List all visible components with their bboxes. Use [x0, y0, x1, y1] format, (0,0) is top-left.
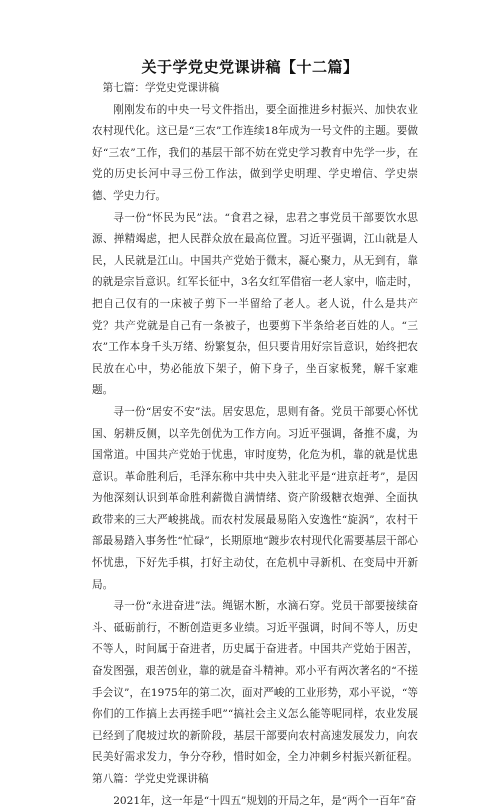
body-paragraph: 寻一份“居安不安”法。居安思危，思则有备。党员干部要心怀忧国、躬耕反侧，以辛先创优为工作方向。习近平强调，备推不虞，为国常道。中国共产党始于忧患，审时度势，化危为机，靠的就是忧患意识。革命胜利后，毛泽东称中共中央入驻北平是“进京赶考”，是因为他深刻认识到革命胜利薪微自满情绪、资产阶级糖衣炮弹、全面执政带来的三大严峻挑战。而农村发展最易陷入安逸性“旋涡”，农村干部最易踏入事务性“忙碌”，长期原地“踱步农村现代化需要基层干部心怀忧患，下好先手棋，打好主动仗，在危机中寻新机、在变局中开新局。: [92, 405, 418, 591]
document-title: 关于学党史党课讲稿【十二篇】: [141, 58, 359, 76]
body-paragraph: 寻一份“永进奋进”法。绳锯木断，水滴石穿。党员干部要接续奋斗、砥砺前行，不断创造更多业绩。习近平强调，时间不等人，历史不等人，时间属于奋进者，历史属于奋进者。中国共产党始于困苦，奋发图强，艰苦创业，靠的就是奋斗精神。邓小平有两次著名的“不搓手会议”，在1975年的第二次，面对严峻的工业形势，邓小平说，“等你们的工作搞上去再搓手吧”“搞社会主义怎么能等呢同样，农业发展已经到了爬坡过坎的新阶段，基层干部要向农村高速发展发力，向农民美好需求发力，争分夺秒，惜时如金，全力冲刺乡村振兴新征程。第八篇：学党史党课讲稿: [92, 600, 418, 785]
section-heading: 第七篇：学党史党课讲稿: [102, 82, 220, 94]
body-paragraph: 2021年，这一年是“十四五”规划的开局之年，是“两个一百年”奋: [113, 794, 417, 807]
body-paragraph: 刚刚发布的中央一号文件指出，要全面推进乡村振兴、加快农业农村现代化。这已是“三农”工作连续18年成为一号文件的主题。要做好“三农”工作，我们的基层干部不妨在党史学习教育中先学一步，在党的历史长河中寻三份工作法，做到学史明理、学史增信、学史崇德、学史力行。: [92, 103, 418, 202]
document-body: [92, 78, 418, 812]
body-paragraph: 寻一份“怀民为民”法。“食君之禄，忠君之事党员干部要饮水思源、掸精竭虑，把人民群众放在最高位置。习近平强调，江山就是人民，人民就是江山。中国共产党始于微末，凝心聚力，从无到有，靠的就是宗旨意识。红军长征中，3名女红军借宿一老人家中，临走时，把自己仅有的一床被子剪下一半留给了老人。老人说，什么是共产党？共产党就是自己有一条被子，也要剪下半条给老百姓的人。“三农”工作本身千头万绪、纷繁复杂，但只要肯用好宗旨意识，始终把农民放在心中，势必能放下架子，俯下身子，坐百家板凳，解千家难题。: [92, 211, 418, 397]
